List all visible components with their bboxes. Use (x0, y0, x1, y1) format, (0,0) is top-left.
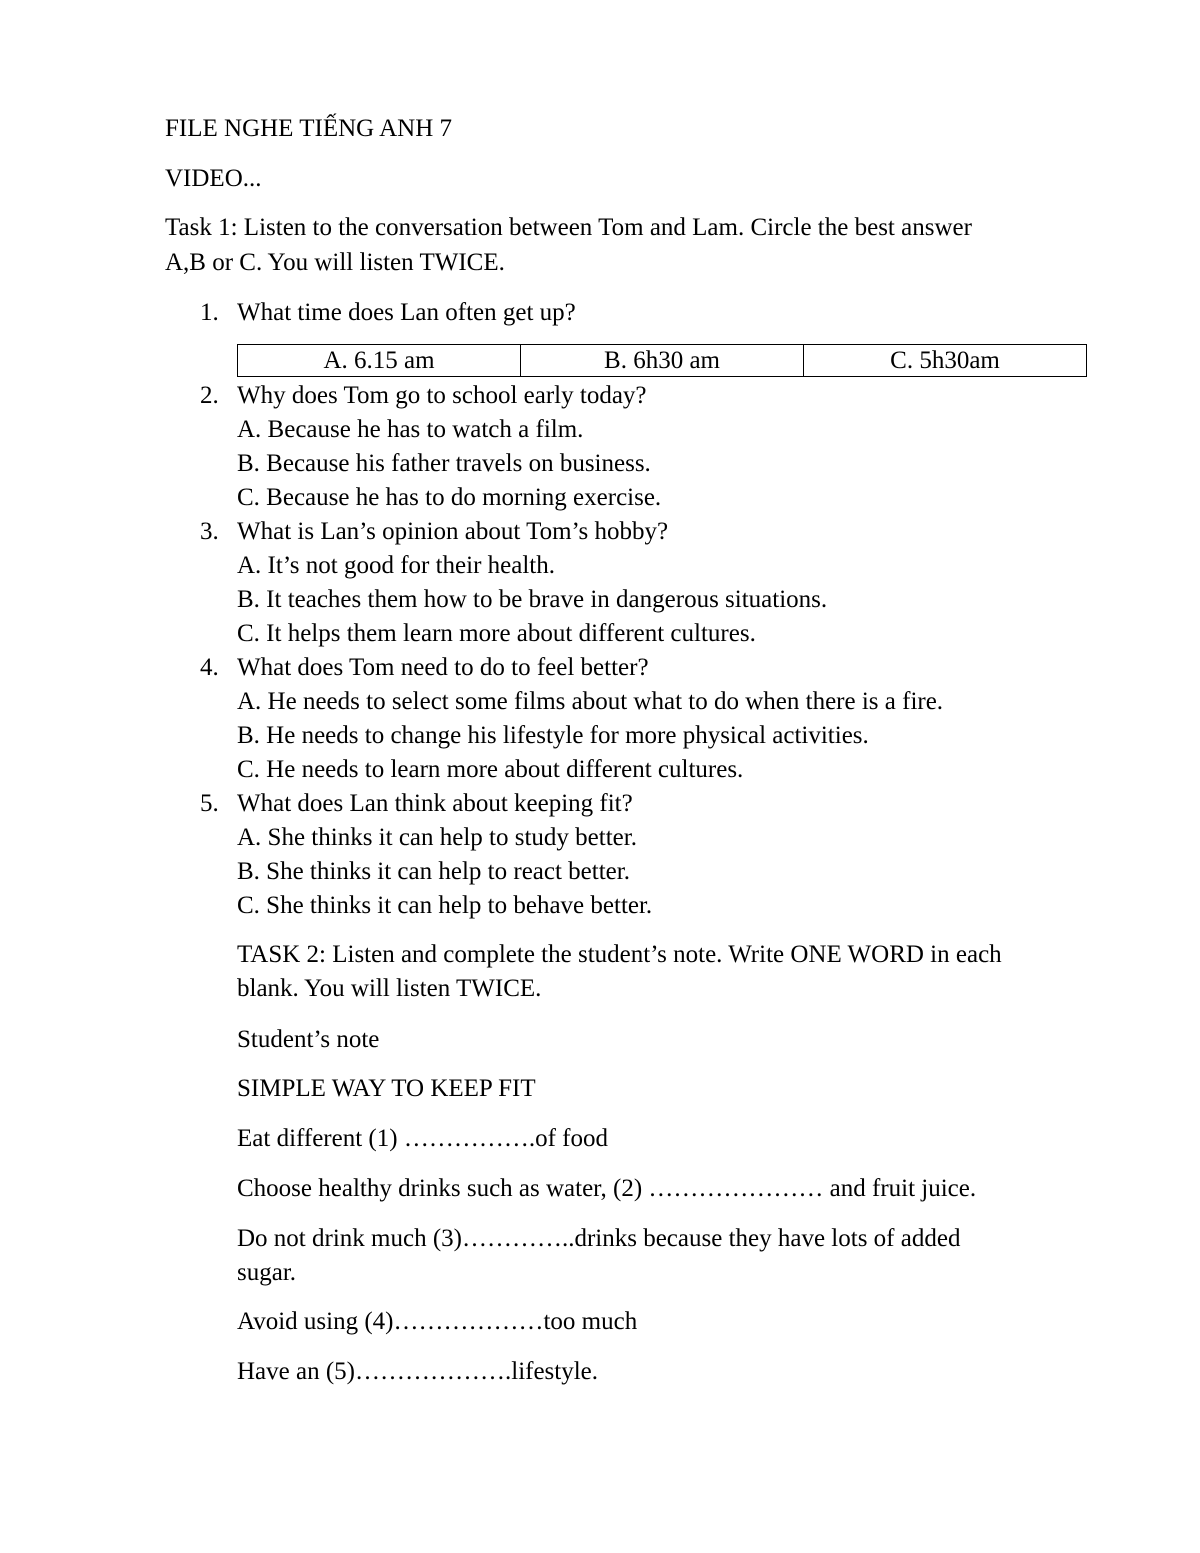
question-2-option-c[interactable]: C. Because he has to do morning exercise. (237, 484, 662, 511)
note-item-2: Choose healthy drinks such as water, (2) ………………… and fruit juice. (237, 1175, 977, 1202)
note-item-5: Have an (5)……………….lifestyle. (237, 1358, 599, 1385)
note-item-3: Do not drink much (3)…………..drinks because they have lots of added (237, 1225, 961, 1252)
question-5-option-b[interactable]: B. She thinks it can help to react better. (237, 858, 630, 885)
option-b[interactable]: B. 6h30 am (521, 345, 804, 377)
task1-instruction-cont: A,B or C. You will listen TWICE. (165, 249, 505, 276)
task2-instruction: TASK 2: Listen and complete the student’s note. Write ONE WORD in each (237, 941, 1002, 968)
question-5-option-a[interactable]: A. She thinks it can help to study better. (237, 824, 637, 851)
question-2-option-a[interactable]: A. Because he has to watch a film. (237, 416, 584, 443)
question-4-option-c[interactable]: C. He needs to learn more about different cultures. (237, 756, 744, 783)
note-item-4: Avoid using (4)………………too much (237, 1308, 638, 1335)
note-title: SIMPLE WAY TO KEEP FIT (237, 1075, 536, 1102)
question-number: 4. (200, 654, 219, 681)
video-label: VIDEO... (165, 165, 262, 192)
question-number: 1. (200, 299, 219, 326)
option-a[interactable]: A. 6.15 am (238, 345, 521, 377)
question-4-option-b[interactable]: B. He needs to change his lifestyle for more physical activities. (237, 722, 869, 749)
question-1-text: What time does Lan often get up? (237, 299, 576, 326)
question-3-option-a[interactable]: A. It’s not good for their health. (237, 552, 555, 579)
task2-instruction-cont: blank. You will listen TWICE. (237, 975, 542, 1002)
task1-instruction: Task 1: Listen to the conversation between Tom and Lam. Circle the best answer (165, 214, 972, 241)
question-2-text: Why does Tom go to school early today? (237, 382, 647, 409)
question-5-option-c[interactable]: C. She thinks it can help to behave better. (237, 892, 653, 919)
note-item-3-cont: sugar. (237, 1259, 297, 1286)
option-c[interactable]: C. 5h30am (804, 345, 1087, 377)
question-5-text: What does Lan think about keeping fit? (237, 790, 633, 817)
question-1-options-table (237, 344, 1087, 377)
question-4-text: What does Tom need to do to feel better? (237, 654, 649, 681)
question-number: 3. (200, 518, 219, 545)
question-2-option-b[interactable]: B. Because his father travels on business. (237, 450, 651, 477)
question-3-option-b[interactable]: B. It teaches them how to be brave in dangerous situations. (237, 586, 828, 613)
question-4-option-a[interactable]: A. He needs to select some films about what to do when there is a fire. (237, 688, 944, 715)
question-3-text: What is Lan’s opinion about Tom’s hobby? (237, 518, 669, 545)
question-number: 5. (200, 790, 219, 817)
question-number: 2. (200, 382, 219, 409)
student-note-label: Student’s note (237, 1026, 380, 1053)
note-item-1: Eat different (1) …………….of food (237, 1125, 608, 1152)
document-title: FILE NGHE TIẾNG ANH 7 (165, 115, 453, 142)
question-3-option-c[interactable]: C. It helps them learn more about different cultures. (237, 620, 756, 647)
